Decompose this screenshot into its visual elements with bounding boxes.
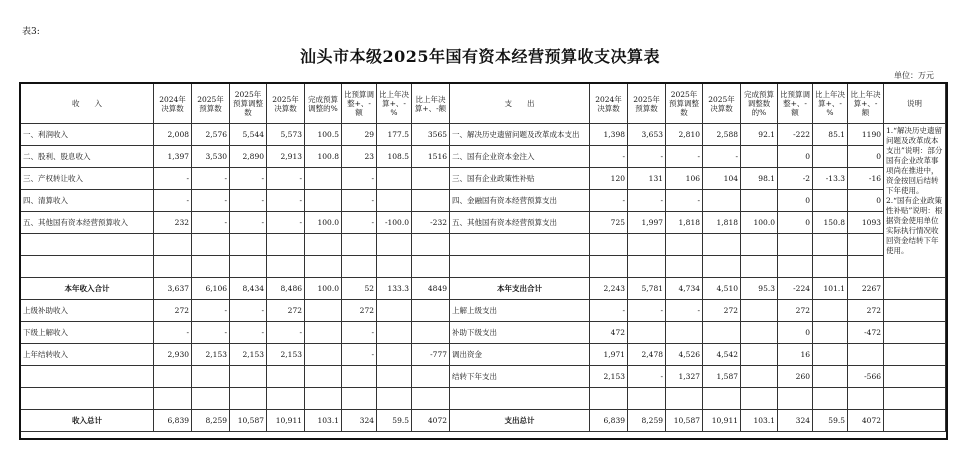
- expense-value-cell: 1,997: [628, 212, 666, 234]
- income-value-cell: 5,544: [230, 124, 267, 146]
- expense-value-cell: -: [628, 300, 666, 322]
- income-value-cell: -: [267, 190, 305, 212]
- header-exp-2025-budget: 2025年预算数: [628, 84, 666, 124]
- expense-value-cell: [628, 388, 666, 410]
- table-row: [21, 234, 946, 256]
- expense-value-cell: [666, 322, 703, 344]
- income-value-cell: 100.5: [305, 124, 342, 146]
- table-row: [21, 322, 946, 344]
- income-value-cell: [230, 366, 267, 388]
- income-value-cell: 59.5: [377, 410, 412, 432]
- expense-item-label: 上解上级支出: [450, 300, 590, 322]
- income-item-label: 四、清算收入: [21, 190, 154, 212]
- expense-value-cell: [813, 256, 848, 278]
- income-value-cell: -: [192, 168, 230, 190]
- expense-value-cell: 16: [778, 344, 813, 366]
- table-row: [21, 212, 946, 234]
- income-value-cell: 3,637: [154, 278, 192, 300]
- income-value-cell: 8,434: [230, 278, 267, 300]
- expense-value-cell: [813, 234, 848, 256]
- expense-value-cell: 2,478: [628, 344, 666, 366]
- income-value-cell: 3,530: [192, 146, 230, 168]
- expense-value-cell: [813, 366, 848, 388]
- income-value-cell: 177.5: [377, 124, 412, 146]
- expense-value-cell: 1190: [848, 124, 884, 146]
- header-exp-yoy-pct: 比上年决算+、-%: [813, 84, 848, 124]
- table-row: [21, 256, 946, 278]
- expense-value-cell: -: [628, 366, 666, 388]
- income-value-cell: [305, 190, 342, 212]
- header-exp-pct: 完成预算调整数的%: [741, 84, 778, 124]
- expense-value-cell: 260: [778, 366, 813, 388]
- income-value-cell: 10,911: [267, 410, 305, 432]
- income-item-label: [21, 234, 154, 256]
- income-value-cell: [154, 388, 192, 410]
- income-value-cell: 100.0: [305, 278, 342, 300]
- income-value-cell: 1,397: [154, 146, 192, 168]
- income-value-cell: 10,587: [230, 410, 267, 432]
- income-value-cell: 272: [154, 300, 192, 322]
- income-value-cell: 272: [342, 300, 377, 322]
- expense-item-label: 支出总计: [450, 410, 590, 432]
- income-value-cell: [267, 234, 305, 256]
- income-value-cell: 23: [342, 146, 377, 168]
- income-value-cell: 100.0: [305, 212, 342, 234]
- expense-value-cell: 2,243: [590, 278, 628, 300]
- expense-value-cell: [778, 256, 813, 278]
- expense-item-label: [450, 234, 590, 256]
- income-value-cell: [230, 234, 267, 256]
- expense-value-cell: -16: [848, 168, 884, 190]
- expense-value-cell: 4,542: [703, 344, 741, 366]
- expense-value-cell: [703, 190, 741, 212]
- expense-value-cell: [813, 388, 848, 410]
- income-value-cell: -: [342, 212, 377, 234]
- expense-value-cell: 8,259: [628, 410, 666, 432]
- note-cell-empty: [884, 278, 946, 300]
- income-value-cell: [305, 168, 342, 190]
- income-value-cell: 4072: [412, 410, 450, 432]
- expense-value-cell: 95.3: [741, 278, 778, 300]
- income-value-cell: -: [230, 190, 267, 212]
- table-tag: 表3:: [22, 27, 40, 37]
- expense-value-cell: 92.1: [741, 124, 778, 146]
- unit-label: 单位：万元: [894, 71, 934, 80]
- income-value-cell: [305, 388, 342, 410]
- expense-value-cell: -13.3: [813, 168, 848, 190]
- expense-value-cell: 5,781: [628, 278, 666, 300]
- income-value-cell: 4849: [412, 278, 450, 300]
- note-cell-empty: [884, 410, 946, 432]
- expense-value-cell: 120: [590, 168, 628, 190]
- table-row: [21, 124, 946, 146]
- income-value-cell: [267, 366, 305, 388]
- expense-value-cell: 1,971: [590, 344, 628, 366]
- income-value-cell: 108.5: [377, 146, 412, 168]
- income-item-label: 三、产权转让收入: [21, 168, 154, 190]
- expense-value-cell: 1,818: [703, 212, 741, 234]
- income-value-cell: [342, 234, 377, 256]
- income-item-label: 上级补助收入: [21, 300, 154, 322]
- income-value-cell: [342, 256, 377, 278]
- income-value-cell: [412, 300, 450, 322]
- income-value-cell: 324: [342, 410, 377, 432]
- table-row: [21, 168, 946, 190]
- expense-value-cell: -: [666, 190, 703, 212]
- income-value-cell: -777: [412, 344, 450, 366]
- expense-value-cell: [628, 322, 666, 344]
- expense-item-label: 五、其他国有资本经营预算支出: [450, 212, 590, 234]
- expense-value-cell: 1,398: [590, 124, 628, 146]
- expense-value-cell: 6,839: [590, 410, 628, 432]
- income-value-cell: [267, 388, 305, 410]
- income-value-cell: [377, 322, 412, 344]
- header-inc-cmp-amt: 比预算调整+、-额: [342, 84, 377, 124]
- expense-value-cell: -: [590, 300, 628, 322]
- income-value-cell: [154, 256, 192, 278]
- expense-value-cell: [813, 146, 848, 168]
- income-value-cell: [377, 388, 412, 410]
- header-exp-2024: 2024年决算数: [590, 84, 628, 124]
- expense-value-cell: 1,818: [666, 212, 703, 234]
- income-value-cell: 6,106: [192, 278, 230, 300]
- expense-item-label: [450, 388, 590, 410]
- expense-value-cell: [590, 256, 628, 278]
- expense-value-cell: 2267: [848, 278, 884, 300]
- income-value-cell: 8,259: [192, 410, 230, 432]
- income-value-cell: [230, 388, 267, 410]
- income-value-cell: [377, 168, 412, 190]
- income-value-cell: [412, 322, 450, 344]
- income-item-label: 五、其他国有资本经营预算收入: [21, 212, 154, 234]
- expense-value-cell: [813, 300, 848, 322]
- income-value-cell: [377, 300, 412, 322]
- expense-value-cell: 3,653: [628, 124, 666, 146]
- table-row: [21, 388, 946, 410]
- income-value-cell: [305, 366, 342, 388]
- note-cell-empty: [884, 388, 946, 410]
- income-value-cell: [192, 388, 230, 410]
- expense-value-cell: [778, 388, 813, 410]
- income-value-cell: 2,153: [267, 344, 305, 366]
- expense-value-cell: 10,587: [666, 410, 703, 432]
- expense-value-cell: [813, 344, 848, 366]
- expense-value-cell: 1,327: [666, 366, 703, 388]
- expense-value-cell: 472: [590, 322, 628, 344]
- expense-item-label: [450, 256, 590, 278]
- income-value-cell: [377, 190, 412, 212]
- expense-value-cell: 4,526: [666, 344, 703, 366]
- income-value-cell: 2,890: [230, 146, 267, 168]
- income-value-cell: [377, 256, 412, 278]
- expense-value-cell: [813, 190, 848, 212]
- expense-value-cell: 725: [590, 212, 628, 234]
- header-note: 说明: [884, 84, 946, 124]
- table-row: [21, 300, 946, 322]
- income-value-cell: 2,008: [154, 124, 192, 146]
- header-inc-2025-final: 2025年决算数: [267, 84, 305, 124]
- expense-value-cell: 100.0: [741, 212, 778, 234]
- expense-value-cell: 131: [628, 168, 666, 190]
- expense-item-label: 四、金融国有资本经营预算支出: [450, 190, 590, 212]
- header-inc-pct: 完成预算调整的%: [305, 84, 342, 124]
- note-cell: 1.“解决历史遗留问题及改革成本支出”说明：部分国有企业改革事项尚在推进中，资金按回后结转下年使用。 2.“国有企业政策性补贴”说明：根据资金使用单位实际执行情况收回资金结转下年使用。: [884, 124, 946, 278]
- header-exp-cmp-amt: 比预算调整+、-额: [778, 84, 813, 124]
- table-row: [21, 278, 946, 300]
- income-value-cell: [412, 366, 450, 388]
- expense-value-cell: [741, 190, 778, 212]
- income-value-cell: [412, 234, 450, 256]
- income-value-cell: [412, 388, 450, 410]
- income-value-cell: -100.0: [377, 212, 412, 234]
- income-value-cell: 1516: [412, 146, 450, 168]
- expense-value-cell: -: [703, 146, 741, 168]
- header-inc-2025-adjusted: 2025年预算调整数: [230, 84, 267, 124]
- income-value-cell: 6,839: [154, 410, 192, 432]
- expense-value-cell: [703, 322, 741, 344]
- income-value-cell: -: [342, 190, 377, 212]
- income-value-cell: -: [154, 168, 192, 190]
- expense-value-cell: 0: [848, 146, 884, 168]
- expense-value-cell: [813, 322, 848, 344]
- income-value-cell: 5,573: [267, 124, 305, 146]
- expense-value-cell: -: [590, 190, 628, 212]
- expense-value-cell: [741, 344, 778, 366]
- header-expense: 支 出: [450, 84, 590, 124]
- expense-value-cell: -: [628, 190, 666, 212]
- income-value-cell: [192, 256, 230, 278]
- expense-item-label: 补助下级支出: [450, 322, 590, 344]
- expense-value-cell: [666, 388, 703, 410]
- expense-value-cell: -: [628, 146, 666, 168]
- expense-value-cell: 0: [778, 212, 813, 234]
- income-value-cell: 232: [154, 212, 192, 234]
- expense-value-cell: 0: [778, 322, 813, 344]
- income-value-cell: [342, 388, 377, 410]
- expense-value-cell: [703, 256, 741, 278]
- income-value-cell: 2,153: [192, 344, 230, 366]
- expense-value-cell: [741, 300, 778, 322]
- expense-item-label: 结转下年支出: [450, 366, 590, 388]
- income-value-cell: [412, 190, 450, 212]
- expense-value-cell: 85.1: [813, 124, 848, 146]
- expense-item-label: 三、国有企业政策性补贴: [450, 168, 590, 190]
- income-value-cell: 3565: [412, 124, 450, 146]
- income-value-cell: [154, 366, 192, 388]
- income-value-cell: -: [192, 212, 230, 234]
- header-exp-2025-adjusted: 2025年预算调整数: [666, 84, 703, 124]
- income-value-cell: -: [230, 212, 267, 234]
- expense-value-cell: 272: [778, 300, 813, 322]
- expense-value-cell: 103.1: [741, 410, 778, 432]
- income-value-cell: [154, 234, 192, 256]
- income-value-cell: [377, 366, 412, 388]
- header-exp-yoy-amt: 比上年决算+、-额: [848, 84, 884, 124]
- expense-value-cell: [778, 234, 813, 256]
- expense-value-cell: -472: [848, 322, 884, 344]
- income-value-cell: -: [230, 322, 267, 344]
- table-row: [21, 366, 946, 388]
- income-value-cell: 2,153: [230, 344, 267, 366]
- expense-value-cell: 272: [848, 300, 884, 322]
- income-value-cell: -: [192, 190, 230, 212]
- table-row: [21, 344, 946, 366]
- note-cell-empty: [884, 366, 946, 388]
- header-exp-2025-final: 2025年决算数: [703, 84, 741, 124]
- income-item-label: 收入总计: [21, 410, 154, 432]
- income-item-label: 本年收入合计: [21, 278, 154, 300]
- expense-value-cell: [848, 256, 884, 278]
- income-value-cell: [412, 256, 450, 278]
- expense-item-label: 一、解决历史遗留问题及改革成本支出: [450, 124, 590, 146]
- income-value-cell: [267, 256, 305, 278]
- expense-value-cell: [848, 234, 884, 256]
- income-item-label: 上年结转收入: [21, 344, 154, 366]
- income-value-cell: [305, 322, 342, 344]
- expense-value-cell: [628, 256, 666, 278]
- expense-value-cell: [628, 234, 666, 256]
- income-value-cell: -: [342, 322, 377, 344]
- income-value-cell: [305, 234, 342, 256]
- expense-value-cell: 2,810: [666, 124, 703, 146]
- income-value-cell: 8,486: [267, 278, 305, 300]
- header-income: 收 入: [21, 84, 154, 124]
- expense-value-cell: 4,734: [666, 278, 703, 300]
- expense-value-cell: -224: [778, 278, 813, 300]
- income-value-cell: -232: [412, 212, 450, 234]
- expense-value-cell: 4,510: [703, 278, 741, 300]
- expense-value-cell: [741, 322, 778, 344]
- expense-value-cell: 2,153: [590, 366, 628, 388]
- expense-value-cell: [848, 388, 884, 410]
- expense-value-cell: 150.8: [813, 212, 848, 234]
- income-value-cell: -: [230, 168, 267, 190]
- income-value-cell: [412, 168, 450, 190]
- table-row: [21, 146, 946, 168]
- income-value-cell: -: [192, 300, 230, 322]
- expense-value-cell: 106: [666, 168, 703, 190]
- budget-table: [20, 83, 946, 432]
- income-value-cell: -: [342, 344, 377, 366]
- income-item-label: [21, 366, 154, 388]
- expense-value-cell: 0: [778, 190, 813, 212]
- income-item-label: 一、利润收入: [21, 124, 154, 146]
- income-value-cell: -: [342, 168, 377, 190]
- expense-value-cell: -: [590, 146, 628, 168]
- expense-value-cell: [703, 388, 741, 410]
- expense-value-cell: [590, 234, 628, 256]
- expense-value-cell: [590, 388, 628, 410]
- note-cell-empty: [884, 322, 946, 344]
- expense-value-cell: 101.1: [813, 278, 848, 300]
- income-value-cell: 103.1: [305, 410, 342, 432]
- header-inc-2025-budget: 2025年预算数: [192, 84, 230, 124]
- header-inc-2024: 2024年决算数: [154, 84, 192, 124]
- expense-value-cell: 324: [778, 410, 813, 432]
- header-inc-yoy-amt: 比上年决算+、-额: [412, 84, 450, 124]
- income-value-cell: -: [154, 190, 192, 212]
- income-value-cell: 2,930: [154, 344, 192, 366]
- header-row: [21, 84, 946, 124]
- expense-value-cell: -: [666, 300, 703, 322]
- income-value-cell: [377, 344, 412, 366]
- income-value-cell: [377, 234, 412, 256]
- income-value-cell: 29: [342, 124, 377, 146]
- expense-value-cell: [703, 234, 741, 256]
- page-title: 汕头市本级2025年国有资本经营预算收支决算表: [299, 47, 661, 66]
- expense-value-cell: 1093: [848, 212, 884, 234]
- income-value-cell: -: [267, 168, 305, 190]
- expense-value-cell: 104: [703, 168, 741, 190]
- table-row: [21, 190, 946, 212]
- table-row: [21, 410, 946, 432]
- income-value-cell: [305, 344, 342, 366]
- income-value-cell: -: [267, 322, 305, 344]
- expense-item-label: 二、国有企业资本金注入: [450, 146, 590, 168]
- income-value-cell: 2,913: [267, 146, 305, 168]
- income-value-cell: -: [154, 322, 192, 344]
- income-item-label: 下级上解收入: [21, 322, 154, 344]
- expense-value-cell: [741, 234, 778, 256]
- expense-value-cell: 0: [778, 146, 813, 168]
- expense-value-cell: -2: [778, 168, 813, 190]
- income-value-cell: [342, 366, 377, 388]
- expense-value-cell: -222: [778, 124, 813, 146]
- expense-value-cell: 0: [848, 190, 884, 212]
- expense-value-cell: -: [666, 146, 703, 168]
- income-item-label: [21, 256, 154, 278]
- income-value-cell: [305, 300, 342, 322]
- expense-value-cell: 1,587: [703, 366, 741, 388]
- income-value-cell: [230, 256, 267, 278]
- income-value-cell: -: [192, 322, 230, 344]
- note-cell-empty: [884, 300, 946, 322]
- expense-value-cell: 272: [703, 300, 741, 322]
- income-item-label: 二、股利、股息收入: [21, 146, 154, 168]
- income-value-cell: 133.3: [377, 278, 412, 300]
- income-value-cell: 272: [267, 300, 305, 322]
- table-body: [21, 124, 946, 432]
- expense-value-cell: [741, 146, 778, 168]
- expense-value-cell: -566: [848, 366, 884, 388]
- expense-value-cell: 2,588: [703, 124, 741, 146]
- income-value-cell: [192, 234, 230, 256]
- expense-value-cell: [741, 256, 778, 278]
- expense-value-cell: [666, 256, 703, 278]
- expense-item-label: 调出资金: [450, 344, 590, 366]
- income-value-cell: -: [230, 300, 267, 322]
- income-value-cell: [305, 256, 342, 278]
- expense-value-cell: 59.5: [813, 410, 848, 432]
- expense-value-cell: [741, 366, 778, 388]
- note-cell-empty: [884, 344, 946, 366]
- income-value-cell: 52: [342, 278, 377, 300]
- expense-value-cell: [741, 388, 778, 410]
- expense-value-cell: [666, 234, 703, 256]
- header-inc-yoy-pct: 比上年决算+、-%: [377, 84, 412, 124]
- income-value-cell: 2,576: [192, 124, 230, 146]
- expense-value-cell: 98.1: [741, 168, 778, 190]
- income-value-cell: [192, 366, 230, 388]
- expense-value-cell: 4072: [848, 410, 884, 432]
- expense-value-cell: 10,911: [703, 410, 741, 432]
- expense-value-cell: [848, 344, 884, 366]
- income-item-label: [21, 388, 154, 410]
- income-value-cell: -: [267, 212, 305, 234]
- income-value-cell: 100.8: [305, 146, 342, 168]
- expense-item-label: 本年支出合计: [450, 278, 590, 300]
